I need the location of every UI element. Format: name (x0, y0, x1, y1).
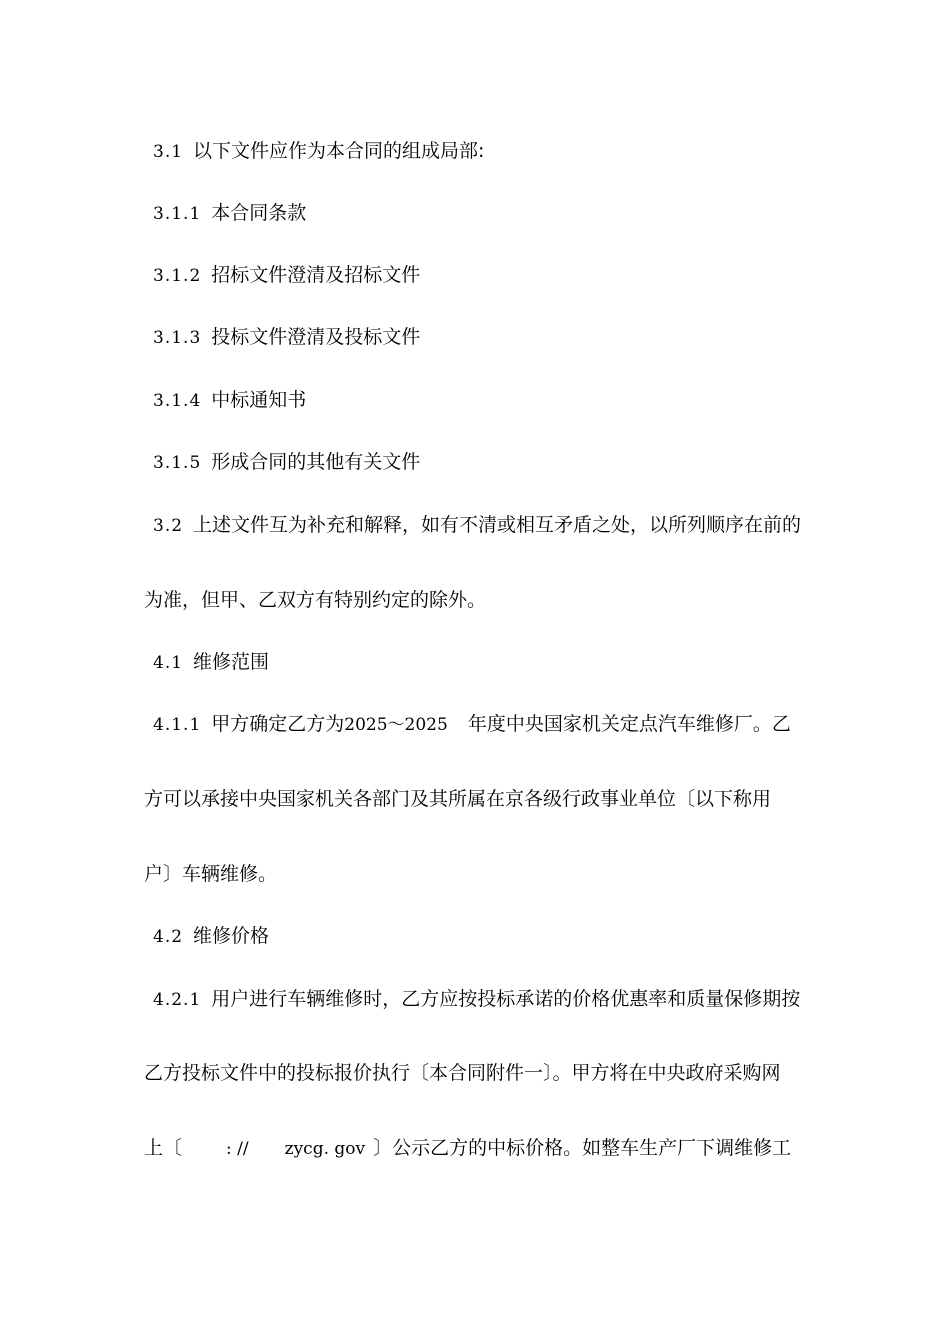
clause-3-1-3 (0, 322, 950, 352)
clause-text: 户〕车辆维修。 (144, 863, 278, 885)
clause-3-1-5 (0, 447, 950, 477)
clause-4-2-1-continuation-1 (0, 1058, 950, 1088)
url-fragment-2: zycg. gov (284, 1139, 366, 1159)
clause-text: 为准，但甲、乙双方有特别约定的除外。 (144, 589, 487, 611)
clause-4-1 (0, 647, 950, 677)
clause-number: 3.1.3 (153, 328, 202, 348)
clause-number: 3.1.5 (153, 453, 202, 473)
clause-text: 维修范围 (193, 651, 270, 673)
clause-number: 3.2 (153, 516, 184, 536)
clause-text: 形成合同的其他有关文件 (211, 451, 421, 473)
clause-number: 3.1 (153, 142, 184, 162)
year-range: 2025～2025 (344, 715, 448, 735)
clause-3-1-4 (0, 385, 950, 415)
clause-3-2-continuation (0, 585, 950, 615)
clause-number: 3.1.1 (153, 204, 202, 224)
clause-number: 3.1.4 (153, 391, 202, 411)
clause-4-1-1-continuation-1 (0, 784, 950, 814)
clause-text-before: 上〔 (144, 1137, 183, 1159)
clause-number: 4.2.1 (153, 990, 202, 1010)
clause-4-1-1-continuation-2 (0, 859, 950, 889)
clause-text: 上述文件互为补充和解释，如有不清或相互矛盾之处，以所列顺序在前的 (193, 514, 802, 536)
clause-3-1-1 (0, 198, 950, 228)
clause-number: 4.1.1 (153, 715, 202, 735)
clause-text: 维修价格 (193, 925, 270, 947)
clause-text-after: 〕公示乙方的中标价格。如整车生产厂下调维修工 (373, 1137, 792, 1159)
clause-3-1-2 (0, 260, 950, 290)
clause-text: 甲方确定乙方为 (211, 713, 345, 735)
clause-text: 用户进行车辆维修时，乙方应按投标承诺的价格优惠率和质量保修期按 (211, 988, 801, 1010)
clause-text-after: 年度中央国家机关定点汽车维修厂。乙 (467, 713, 791, 735)
clause-number: 4.2 (153, 927, 184, 947)
clause-text: 以下文件应作为本合同的组成局部: (193, 140, 485, 162)
clause-text: 方可以承接中央国家机关各部门及其所属在京各级行政事业单位〔以下称用 (144, 788, 772, 810)
clause-number: 3.1.2 (153, 266, 202, 286)
url-fragment-1: : // (226, 1139, 249, 1159)
clause-number: 4.1 (153, 653, 184, 673)
clause-4-2-1 (0, 984, 950, 1014)
clause-text: 本合同条款 (211, 202, 307, 224)
clause-3-2 (0, 510, 950, 540)
clause-text: 投标文件澄清及投标文件 (211, 326, 421, 348)
clause-text: 招标文件澄清及招标文件 (211, 264, 421, 286)
clause-4-1-1 (0, 709, 950, 739)
clause-text: 中标通知书 (211, 389, 307, 411)
clause-3-1 (0, 136, 950, 166)
clause-4-2 (0, 921, 950, 951)
clause-text: 乙方投标文件中的投标报价执行〔本合同附件一〕。甲方将在中央政府采购网 (144, 1062, 781, 1084)
clause-4-2-1-continuation-2 (0, 1133, 950, 1163)
